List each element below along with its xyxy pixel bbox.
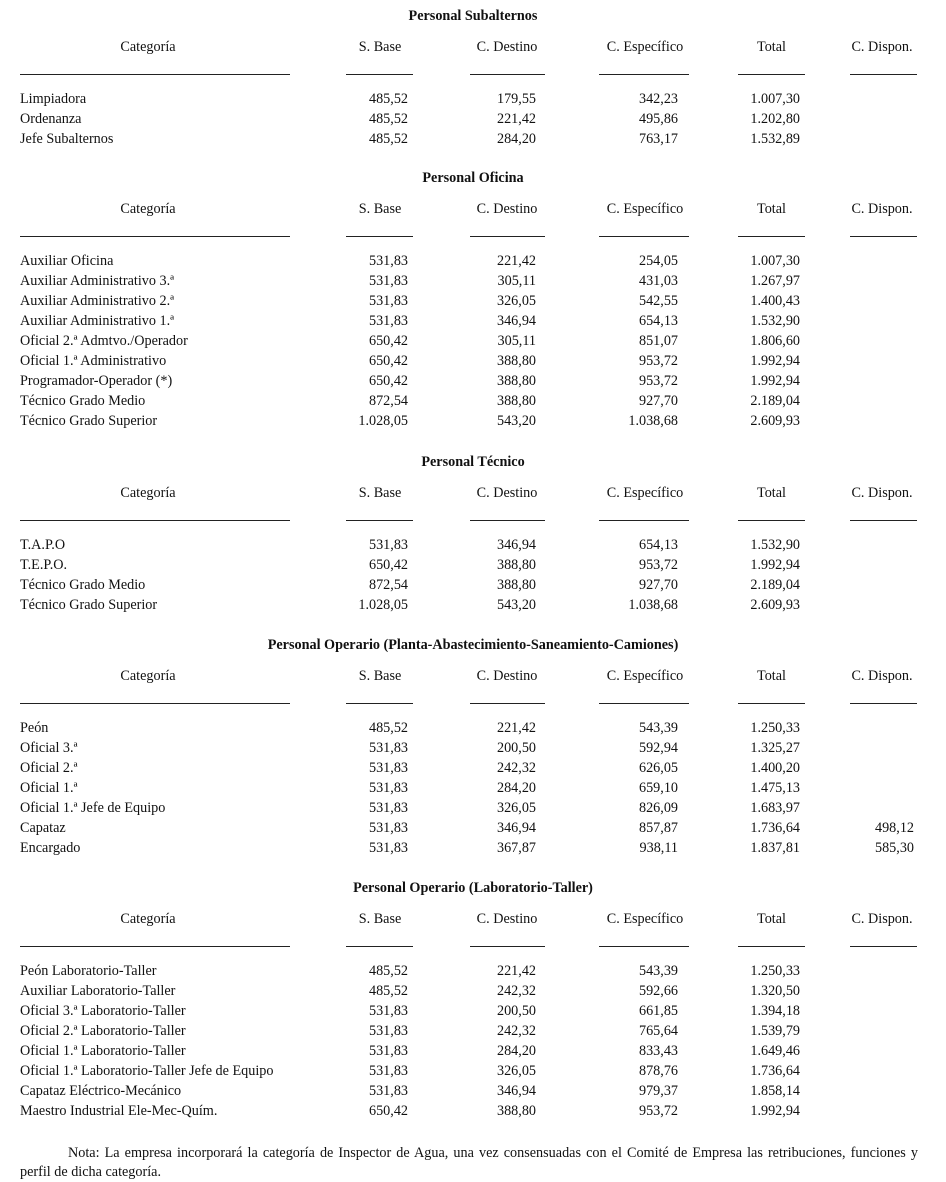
cell-category: Técnico Grado Superior [20,413,158,429]
table-row [0,271,946,291]
cell-total: 1.202,80 [750,111,800,127]
cell-total: 1.320,50 [750,983,800,999]
header-underline [20,703,290,704]
table-row [0,109,946,129]
cell-s-base: 485,52 [368,983,408,999]
cell-c-destino: 305,11 [497,333,536,349]
cell-c-especifico: 626,05 [638,760,678,776]
cell-total: 1.394,18 [750,1003,800,1019]
column-header-s-base: S. Base [358,485,402,501]
cell-s-base: 531,83 [368,253,408,269]
column-header-c-especifico: C. Específico [606,485,684,501]
header-underline [470,236,545,237]
table-row [0,535,946,555]
table-row [0,555,946,575]
cell-s-base: 872,54 [368,393,408,409]
cell-c-destino: 326,05 [496,293,536,309]
cell-category: Oficial 2.ª Admtvo./Operador [20,333,188,349]
cell-s-base: 650,42 [368,373,408,389]
cell-c-destino: 284,20 [496,1043,536,1059]
cell-category: Oficial 2.ª [20,760,78,776]
column-header-c-destino: C. Destino [476,668,538,684]
cell-c-destino: 388,80 [496,577,536,593]
cell-c-destino: 284,20 [496,780,536,796]
cell-total: 1.267,97 [750,273,800,289]
cell-c-especifico: 938,11 [639,840,678,856]
column-header-c-dispon: C. Dispon. [851,668,913,684]
column-header-s-base: S. Base [358,668,402,684]
cell-s-base: 485,52 [368,111,408,127]
header-underline [20,236,290,237]
cell-total: 1.683,97 [750,800,800,816]
column-header-category: Categoría [120,485,176,501]
cell-c-destino: 388,80 [496,353,536,369]
cell-total: 2.609,93 [750,597,800,613]
cell-c-destino: 242,32 [496,1023,536,1039]
header-rules [0,943,946,951]
cell-total: 2.189,04 [750,577,800,593]
table-section [0,6,946,149]
table-row [0,351,946,371]
cell-category: Oficial 1.ª Administrativo [20,353,167,369]
cell-total: 1.649,46 [750,1043,800,1059]
cell-total: 1.992,94 [750,557,800,573]
cell-category: Oficial 1.ª Jefe de Equipo [20,800,166,816]
table-row [0,798,946,818]
header-underline [346,520,413,521]
header-underline [599,703,689,704]
column-header-total: Total [757,911,786,927]
cell-total: 2.189,04 [750,393,800,409]
cell-c-destino: 346,94 [496,313,536,329]
cell-category: Limpiadora [20,91,87,107]
cell-s-base: 485,52 [368,91,408,107]
cell-c-especifico: 1.038,68 [628,413,678,429]
cell-c-destino: 326,05 [496,1063,536,1079]
header-rules [0,700,946,708]
table-row [0,838,946,858]
cell-total: 1.858,14 [750,1083,800,1099]
cell-category: Auxiliar Administrativo 3.ª [20,273,175,289]
column-header-c-dispon: C. Dispon. [851,39,913,55]
table-section [0,635,946,858]
table-row [0,251,946,271]
table-row [0,311,946,331]
cell-c-destino: 242,32 [496,760,536,776]
cell-s-base: 650,42 [368,353,408,369]
column-header-c-especifico: C. Específico [606,201,684,217]
column-header-c-especifico: C. Específico [606,668,684,684]
table-row [0,1061,946,1081]
table-body [0,251,946,431]
cell-c-destino: 242,32 [496,983,536,999]
table-row [0,718,946,738]
cell-total: 1.007,30 [750,253,800,269]
table-body [0,718,946,858]
table-row [0,1041,946,1061]
cell-category: Oficial 1.ª [20,780,78,796]
cell-category: Peón Laboratorio-Taller [20,963,157,979]
header-underline [346,703,413,704]
table-body [0,961,946,1121]
header-underline [738,520,805,521]
cell-category: Maestro Industrial Ele-Mec-Quím. [20,1103,218,1119]
table-section [0,168,946,431]
cell-c-destino: 543,20 [496,597,536,613]
cell-total: 1.400,20 [750,760,800,776]
header-underline [470,946,545,947]
table-row [0,371,946,391]
cell-c-especifico: 431,03 [638,273,678,289]
table-row [0,1101,946,1121]
cell-total: 2.609,93 [750,413,800,429]
cell-category: Auxiliar Laboratorio-Taller [20,983,176,999]
cell-c-especifico: 927,70 [638,577,678,593]
cell-category: Técnico Grado Medio [20,577,146,593]
cell-total: 1.992,94 [750,353,800,369]
cell-c-especifico: 342,23 [638,91,678,107]
cell-c-destino: 221,42 [496,111,536,127]
cell-category: T.A.P.O [20,537,66,553]
cell-c-especifico: 878,76 [638,1063,678,1079]
cell-c-dispon: 498,12 [874,820,914,836]
cell-c-especifico: 592,66 [638,983,678,999]
header-underline [850,520,917,521]
table-row [0,758,946,778]
cell-s-base: 531,83 [368,313,408,329]
cell-total: 1.475,13 [750,780,800,796]
column-header-c-destino: C. Destino [476,911,538,927]
cell-c-destino: 305,11 [497,273,536,289]
table-row [0,738,946,758]
header-underline [850,946,917,947]
table-section [0,878,946,1121]
section-title: Personal Operario (Planta-Abastecimiento-Saneamiento-Camiones) [267,637,679,653]
cell-c-destino: 388,80 [496,557,536,573]
cell-c-especifico: 254,05 [638,253,678,269]
section-title: Personal Operario (Laboratorio-Taller) [353,880,593,896]
cell-c-destino: 179,55 [496,91,536,107]
cell-c-destino: 221,42 [496,963,536,979]
header-underline [738,236,805,237]
cell-s-base: 531,83 [368,1083,408,1099]
cell-c-destino: 388,80 [496,373,536,389]
header-underline [346,236,413,237]
column-header-total: Total [757,485,786,501]
cell-c-dispon: 585,30 [874,840,914,856]
table-section [0,452,946,615]
cell-s-base: 531,83 [368,740,408,756]
cell-category: Oficial 3.ª [20,740,78,756]
column-header-c-destino: C. Destino [476,201,538,217]
cell-s-base: 650,42 [368,333,408,349]
cell-c-especifico: 953,72 [638,557,678,573]
header-rules [0,517,946,525]
cell-s-base: 531,83 [368,1043,408,1059]
cell-category: Oficial 3.ª Laboratorio-Taller [20,1003,186,1019]
cell-category: Oficial 1.ª Laboratorio-Taller [20,1043,186,1059]
cell-c-destino: 346,94 [496,537,536,553]
column-header-c-dispon: C. Dispon. [851,911,913,927]
table-header [0,483,946,503]
table-body [0,89,946,149]
cell-c-destino: 346,94 [496,820,536,836]
column-header-s-base: S. Base [358,39,402,55]
cell-s-base: 531,83 [368,1063,408,1079]
cell-c-destino: 221,42 [496,720,536,736]
cell-total: 1.532,89 [750,131,800,147]
header-underline [850,703,917,704]
cell-c-destino: 388,80 [496,1103,536,1119]
cell-category: Auxiliar Oficina [20,253,114,269]
column-header-c-dispon: C. Dispon. [851,485,913,501]
cell-c-destino: 221,42 [496,253,536,269]
cell-category: Capataz Eléctrico-Mecánico [20,1083,182,1099]
cell-s-base: 485,52 [368,720,408,736]
header-underline [346,74,413,75]
header-underline [599,74,689,75]
cell-c-especifico: 654,13 [638,313,678,329]
cell-category: Encargado [20,840,81,856]
cell-c-destino: 543,20 [496,413,536,429]
cell-c-especifico: 1.038,68 [628,597,678,613]
table-row [0,1001,946,1021]
cell-total: 1.532,90 [750,537,800,553]
table-header [0,199,946,219]
cell-category: T.E.P.O. [20,557,68,573]
cell-c-especifico: 659,10 [638,780,678,796]
header-underline [20,74,290,75]
cell-total: 1.250,33 [750,963,800,979]
section-title: Personal Subalternos [408,8,538,24]
table-row [0,575,946,595]
column-header-category: Categoría [120,201,176,217]
cell-category: Capataz [20,820,66,836]
cell-total: 1.992,94 [750,373,800,389]
cell-s-base: 531,83 [368,1023,408,1039]
cell-category: Oficial 2.ª Laboratorio-Taller [20,1023,186,1039]
header-underline [599,946,689,947]
header-underline [738,946,805,947]
cell-category: Programador-Operador (*) [20,373,173,389]
column-header-s-base: S. Base [358,201,402,217]
cell-total: 1.806,60 [750,333,800,349]
header-underline [599,520,689,521]
header-underline [346,946,413,947]
cell-s-base: 531,83 [368,537,408,553]
cell-c-especifico: 654,13 [638,537,678,553]
column-header-category: Categoría [120,39,176,55]
cell-c-especifico: 495,86 [638,111,678,127]
cell-category: Técnico Grado Medio [20,393,146,409]
table-row [0,129,946,149]
table-row [0,981,946,1001]
header-underline [470,703,545,704]
cell-s-base: 531,83 [368,293,408,309]
section-title: Personal Oficina [422,170,524,186]
cell-s-base: 650,42 [368,557,408,573]
cell-c-destino: 367,87 [496,840,536,856]
cell-c-especifico: 661,85 [638,1003,678,1019]
cell-c-especifico: 857,87 [638,820,678,836]
cell-c-especifico: 826,09 [638,800,678,816]
column-header-c-destino: C. Destino [476,485,538,501]
table-row [0,89,946,109]
cell-c-destino: 388,80 [496,393,536,409]
column-header-total: Total [757,668,786,684]
column-header-total: Total [757,201,786,217]
column-header-category: Categoría [120,911,176,927]
header-underline [850,74,917,75]
cell-c-destino: 326,05 [496,800,536,816]
table-row [0,1081,946,1101]
cell-s-base: 531,83 [368,273,408,289]
cell-category: Oficial 1.ª Laboratorio-Taller Jefe de Equipo [20,1063,274,1079]
table-header [0,37,946,57]
header-underline [738,74,805,75]
cell-s-base: 531,83 [368,780,408,796]
cell-s-base: 531,83 [368,800,408,816]
header-underline [599,236,689,237]
cell-s-base: 485,52 [368,131,408,147]
column-header-c-dispon: C. Dispon. [851,201,913,217]
header-underline [470,520,545,521]
cell-total: 1.736,64 [750,820,800,836]
cell-category: Peón [20,720,49,736]
column-header-category: Categoría [120,668,176,684]
cell-c-especifico: 927,70 [638,393,678,409]
table-body [0,535,946,615]
cell-category: Jefe Subalternos [20,131,114,147]
cell-total: 1.007,30 [750,91,800,107]
cell-total: 1.400,43 [750,293,800,309]
cell-c-destino: 346,94 [496,1083,536,1099]
table-header [0,909,946,929]
cell-total: 1.325,27 [750,740,800,756]
cell-c-especifico: 851,07 [638,333,678,349]
table-row [0,778,946,798]
cell-c-especifico: 953,72 [638,373,678,389]
table-row [0,961,946,981]
cell-c-destino: 200,50 [496,1003,536,1019]
table-header [0,666,946,686]
cell-s-base: 531,83 [368,1003,408,1019]
cell-category: Auxiliar Administrativo 1.ª [20,313,175,329]
cell-c-especifico: 543,39 [638,720,678,736]
cell-c-especifico: 953,72 [638,1103,678,1119]
cell-s-base: 1.028,05 [358,413,408,429]
table-row [0,1021,946,1041]
column-header-total: Total [757,39,786,55]
header-underline [20,946,290,947]
cell-c-especifico: 763,17 [638,131,678,147]
footnote: Nota: La empresa incorporará la categoría de Inspector de Agua, una vez consensuadas con el Comité de Empresa las retribuciones, funciones y perfil de dicha categoría. [20,1145,918,1181]
cell-c-destino: 200,50 [496,740,536,756]
cell-total: 1.250,33 [750,720,800,736]
cell-total: 1.532,90 [750,313,800,329]
cell-s-base: 531,83 [368,760,408,776]
cell-c-especifico: 542,55 [638,293,678,309]
table-row [0,391,946,411]
column-header-s-base: S. Base [358,911,402,927]
cell-c-especifico: 953,72 [638,353,678,369]
table-row [0,411,946,431]
cell-total: 1.539,79 [750,1023,800,1039]
cell-s-base: 531,83 [368,820,408,836]
section-title: Personal Técnico [421,454,525,470]
cell-c-especifico: 833,43 [638,1043,678,1059]
cell-c-especifico: 592,94 [638,740,678,756]
cell-c-especifico: 765,64 [638,1023,678,1039]
cell-c-especifico: 543,39 [638,963,678,979]
cell-total: 1.837,81 [750,840,800,856]
column-header-c-especifico: C. Específico [606,39,684,55]
header-rules [0,233,946,241]
column-header-c-destino: C. Destino [476,39,538,55]
cell-s-base: 650,42 [368,1103,408,1119]
cell-s-base: 485,52 [368,963,408,979]
table-row [0,818,946,838]
cell-category: Auxiliar Administrativo 2.ª [20,293,175,309]
table-row [0,331,946,351]
header-underline [20,520,290,521]
cell-category: Técnico Grado Superior [20,597,158,613]
table-row [0,291,946,311]
cell-s-base: 872,54 [368,577,408,593]
header-underline [850,236,917,237]
cell-s-base: 531,83 [368,840,408,856]
header-underline [470,74,545,75]
column-header-c-especifico: C. Específico [606,911,684,927]
cell-s-base: 1.028,05 [358,597,408,613]
cell-total: 1.992,94 [750,1103,800,1119]
cell-total: 1.736,64 [750,1063,800,1079]
cell-category: Ordenanza [20,111,82,127]
cell-c-destino: 284,20 [496,131,536,147]
header-underline [738,703,805,704]
table-row [0,595,946,615]
cell-c-especifico: 979,37 [638,1083,678,1099]
header-rules [0,71,946,79]
